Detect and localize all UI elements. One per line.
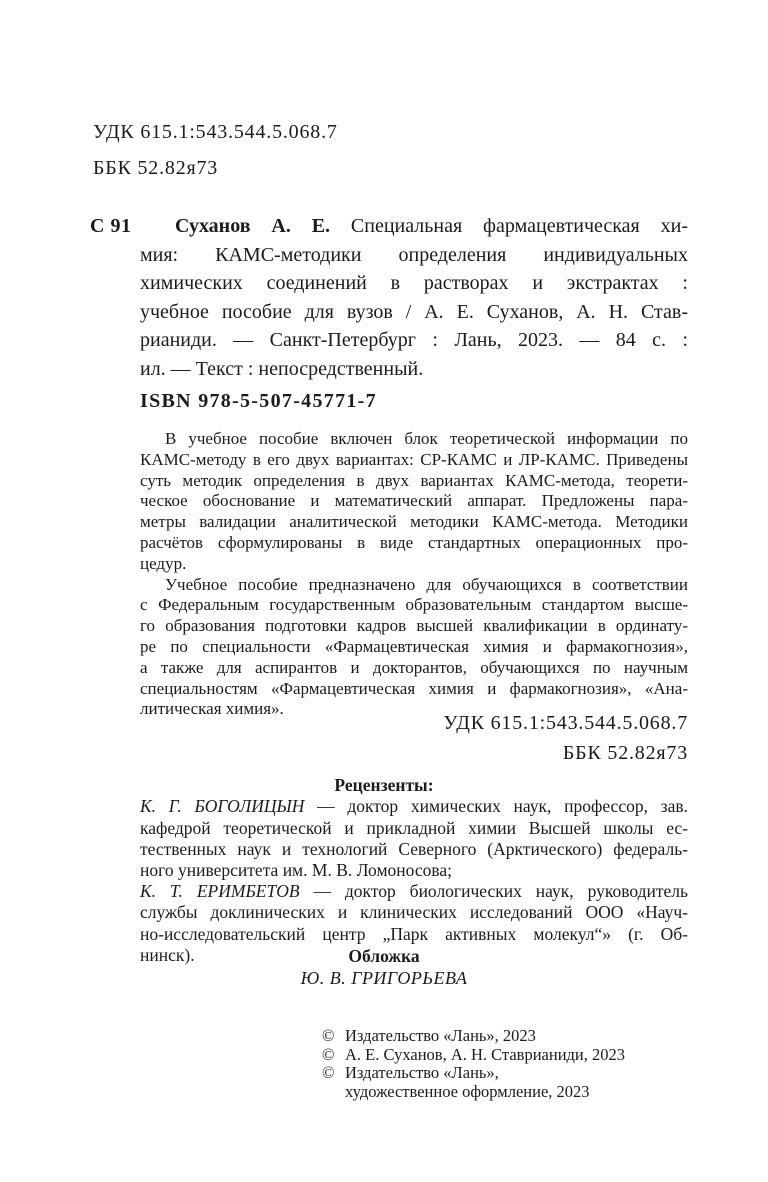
copyright-line — [322, 1083, 768, 1102]
cover-credit — [0, 946, 768, 989]
copyright-text: А. Е. Суханов, А. Н. Ставрианиди, 2023 — [345, 1044, 626, 1064]
reviewer-2-name: К. Т. ЕРИМБЕТОВ — [140, 881, 300, 902]
reviewer-line-rest: — доктор биологических наук, руководитель — [313, 881, 689, 902]
copyright-text: художественное оформление, 2023 — [345, 1081, 590, 1101]
bib-line: рианиди. — Санкт-Петербург : Лань, 2023. — 84 с. : — [140, 329, 688, 351]
reviewer-line: но-исследовательский центр „Парк активных молекул“» (г. Об- — [140, 923, 688, 944]
reviewer-line — [140, 881, 688, 902]
bib-line-rest: Специальная фармацевтическая хи- — [350, 215, 688, 237]
catalog-code: С 91 — [90, 215, 132, 237]
bib-line: мия: КАМС-методики определения индивидуальных — [140, 243, 688, 266]
bibliographic-entry — [90, 212, 688, 383]
copyright-line — [322, 1046, 768, 1065]
copyright-text: Издательство «Лань», 2023 — [345, 1025, 536, 1045]
reviewer-line — [140, 796, 688, 817]
annotation-line: ческое обоснование и математический аппарат. Предложены пара- — [140, 491, 688, 511]
annotation-line: расчётов сформулированы в виде стандартных операционных про- — [140, 532, 688, 552]
annotation-paragraph-2 — [140, 575, 688, 721]
annotation-line: суть методик определения в двух вариантах КАМС-метода, теорети- — [140, 470, 688, 490]
copyright-text: Издательство «Лань», — [345, 1063, 499, 1083]
bib-line — [140, 212, 688, 241]
annotation-line: В учебное пособие включен блок теоретической информации по — [165, 429, 688, 448]
copyright-symbol: © — [322, 1025, 335, 1045]
reviewer-line: нинск). — [140, 944, 195, 965]
reviewer-1-name: К. Г. БОГОЛИЦЫН — [140, 796, 305, 817]
reviewer-1 — [140, 796, 688, 881]
bibliographic-text — [140, 212, 688, 383]
annotation-line: Учебное пособие предназначено для обучающихся в соответствии — [165, 574, 688, 594]
copyright-symbol: © — [322, 1063, 335, 1083]
bib-line: химических соединений в растворах и экстрактах : — [140, 272, 688, 294]
copyright-line — [322, 1027, 768, 1046]
bib-line: учебное пособие для вузов / А. Е. Суханов, А. Н. Став- — [140, 300, 688, 323]
annotation-line: го образования подготовки кадров высшей квалификации в ординату- — [140, 616, 688, 636]
reviewer-line-rest: — доктор химических наук, профессор, зав. — [317, 796, 689, 817]
udc-bbk-top-block — [93, 0, 768, 186]
annotation-line: специальностям «Фармацевтическая химия и фармакогнозия», «Ана- — [140, 678, 688, 698]
annotation-line: цедур. — [140, 553, 187, 573]
copyright-line — [322, 1064, 768, 1083]
copyright-block — [322, 1027, 768, 1101]
bbk-top-line: ББК 52.82я73 — [93, 157, 219, 179]
bib-line: ил. — Текст : непосредственный. — [140, 357, 424, 380]
copyright-symbol: © — [322, 1044, 335, 1064]
annotation-line: а также для аспирантов и докторантов, обучающихся по научным — [140, 657, 688, 677]
isbn-number: ISBN 978-5-507-45771-7 — [140, 390, 377, 412]
annotation-line: с Федеральным государственным образовательным стандартом высше- — [140, 595, 688, 615]
annotation-line: КАМС-методу в его двух вариантах: СР-КАМС и ЛР-КАМС. Приведены — [140, 449, 688, 469]
annotation-line: ре по специальности «Фармацевтическая химия и фармакогнозия», — [140, 636, 688, 656]
bbk-bottom-line: ББК 52.82я73 — [562, 742, 688, 765]
cover-designer-name: Ю. В. ГРИГОРЬЕВА — [300, 967, 468, 988]
reviewers-heading: Рецензенты: — [334, 775, 434, 796]
annotation-paragraph-1 — [140, 429, 688, 575]
udc-top-line: УДК 615.1:543.544.5.068.7 — [93, 121, 338, 143]
annotation-line: метры валидации аналитической методики КАМС-метода. Методики — [140, 512, 688, 532]
udc-bottom-line: УДК 615.1:543.544.5.068.7 — [443, 712, 688, 735]
cover-label: Обложка — [348, 945, 420, 966]
bib-author: Суханов А. Е. — [175, 215, 331, 237]
reviewer-line: кафедрой теоретической и прикладной химии Высшей школы ес- — [140, 817, 688, 838]
annotation-line: литическая химия». — [140, 699, 284, 719]
reviewer-line: ного университета им. М. В. Ломоносова; — [140, 859, 453, 880]
reviewer-line: тественных наук и технологий Северного (Арктического) федераль- — [140, 838, 688, 859]
reviewer-line: службы доклинических и клинических исследований ООО «Науч- — [140, 902, 688, 923]
